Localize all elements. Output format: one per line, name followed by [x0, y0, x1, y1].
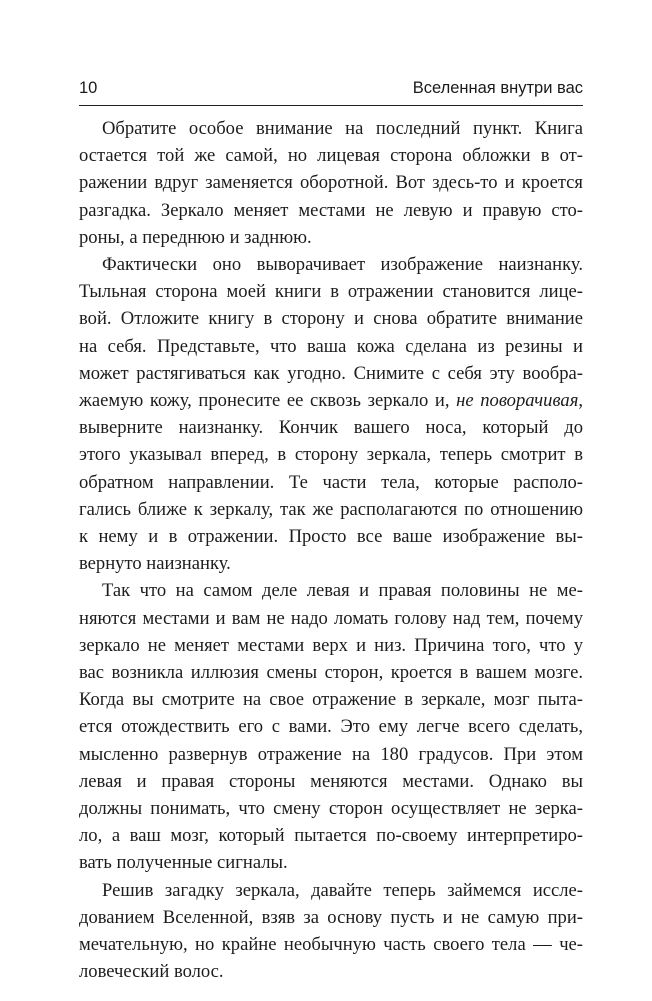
text-line: разгадка. Зеркало меняет местами не левую и правую сто-: [79, 199, 583, 221]
paragraph-1: [79, 115, 583, 251]
page-number: 10: [79, 79, 98, 97]
paragraph-2: [79, 251, 583, 577]
paragraph-3: [79, 577, 583, 876]
text-line: Решив загадку зеркала, давайте теперь займемся иссле-: [102, 879, 583, 901]
running-title: Вселенная внутри вас: [412, 79, 583, 97]
text-line: мечательную, но крайне необычную часть своего тела — че-: [79, 934, 583, 956]
text-line: роны, а переднюю и заднюю.: [79, 226, 312, 248]
text-line: к нему и в отражении. Просто все ваше изображение вы-: [79, 526, 583, 548]
text-line: дованием Вселенной, взяв за основу пусть и не самую при-: [79, 906, 583, 928]
text-line: может растягиваться как угодно. Снимите с себя эту вообра-: [79, 362, 583, 384]
text-line: остается той же самой, но лицевая сторона обложки в от-: [79, 145, 583, 167]
text-line: этого указывал вперед, в сторону зеркала, теперь смотрит в: [79, 444, 583, 466]
text-line: Обратите особое внимание на последний пункт. Книга: [102, 118, 583, 139]
text-line: зеркало не меняет местами верх и низ. Причина того, что у: [79, 634, 583, 656]
text-line: ло, а ваш мозг, который пытается по-своему интерпретиро-: [79, 825, 583, 847]
paragraph-4: [79, 877, 583, 986]
running-head: [79, 76, 583, 106]
text-line: Тыльная сторона моей книги в отражении становится лице-: [79, 281, 583, 303]
text-line: вать полученные сигналы.: [79, 852, 288, 874]
text-line: Фактически оно выворачивает изображение наизнанку.: [102, 254, 583, 276]
text-line: выверните наизнанку. Кончик вашего носа, который до: [79, 417, 583, 439]
text-line: вернуто наизнанку.: [79, 553, 231, 575]
text-line: на себя. Представьте, что ваша кожа сделана из резины и: [79, 335, 583, 357]
text-line: Когда вы смотрите на свое отражение в зеркале, мозг пыта-: [79, 689, 583, 711]
text-line: няются местами и вам не надо ломать голову над тем, почему: [79, 607, 583, 629]
text-line: Так что на самом деле левая и правая половины не ме-: [102, 580, 583, 602]
text-line: ется отождествить его с вами. Это ему легче всего сделать,: [79, 716, 583, 738]
text-line: ловеческий волос.: [79, 961, 224, 983]
header-rule: [79, 105, 583, 106]
text-line: обратном направлении. Те части тела, которые располо-: [79, 471, 583, 493]
text-line: вой. Отложите книгу в сторону и снова обратите внимание: [79, 308, 583, 330]
text-line: гались ближе к зеркалу, так же располагаются по отношению: [79, 498, 583, 520]
text-line: вас возникла иллюзия смены сторон, кроется в вашем мозге.: [79, 662, 583, 684]
text-line: мысленно развернув отражение на 180 градусов. При этом: [79, 743, 583, 765]
text-line: ражении вдруг заменяется оборотной. Вот здесь-то и кроется: [79, 172, 583, 194]
body-text: [79, 115, 583, 986]
text-line: левая и правая стороны меняются местами. Однако вы: [79, 770, 583, 792]
text-line: должны понимать, что смену сторон осуществляет не зерка-: [79, 798, 583, 820]
text-line: жаемую кожу, пронесите ее сквозь зеркало и, не поворачивая,: [79, 390, 583, 412]
emphasis-text: не поворачивая: [456, 390, 579, 412]
